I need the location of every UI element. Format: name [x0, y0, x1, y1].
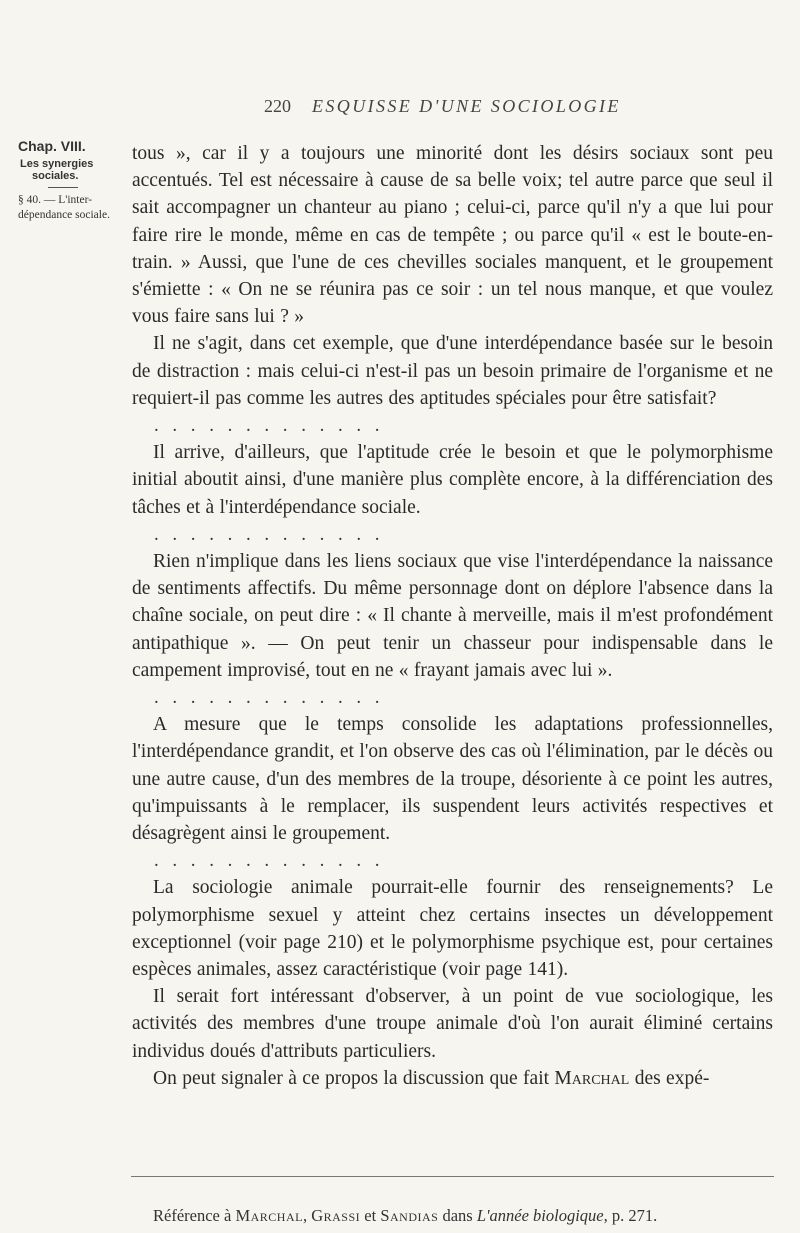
footnote-suffix: , p. 271. [603, 1206, 658, 1225]
footnote [153, 1206, 657, 1226]
margin-chapter: Chap. VIII. [18, 138, 86, 154]
footnote-author-2: Grassi [311, 1206, 361, 1225]
footnote-mid: dans [438, 1206, 477, 1225]
running-title: ESQUISSE D'UNE SOCIOLOGIE [312, 96, 621, 116]
footnote-prefix: Référence à [153, 1206, 236, 1225]
footnote-work-title: L'année biologique [476, 1206, 604, 1225]
ellipsis-row-4: . . . . . . . . . . . . . [154, 850, 384, 872]
paragraph-6: La sociologie animale pourrait-elle fournir des renseignements? Le polymorphisme sexuel y atteint chez certains insectes un développement exceptionnel (voir page 210) et le polymorphisme psychique est, pour certaines espèces animales, assez caractéristique (voir page 141). [132, 877, 773, 981]
page-number: 220 [264, 96, 291, 116]
page-header [0, 96, 800, 120]
paragraph-4: Rien n'implique dans les liens sociaux que vise l'interdépendance la naissance de sentiments affectifs. Du même personnage dont on déplore l'absence dans la chaîne sociale, on peut dire : « Il chante à merveille, mais il m'est profondément antipathique ». — On peut tenir un chasseur pour indispensable dans le campement improvisé, tout en ne « frayant jamais avec lui ». [132, 551, 773, 681]
paragraph-8 [132, 1065, 773, 1092]
footnote-author-3: Sandias [380, 1206, 439, 1225]
paragraph-7: Il serait fort intéressant d'observer, à un point de vue sociologique, les activités des membres d'une troupe animale d'où l'on aurait éliminé certains individus doués d'attributs particuliers. [132, 986, 773, 1062]
footnote-author-1: Marchal [235, 1206, 303, 1225]
margin-notes [18, 137, 118, 223]
ellipsis-row-3: . . . . . . . . . . . . . [154, 687, 384, 709]
margin-divider [48, 187, 78, 188]
footnote-sep-1: , [302, 1206, 312, 1225]
paragraph-2: Il ne s'agit, dans cet exemple, que d'une interdépendance basée sur le besoin de distraction : mais celui-ci n'est-il pas un besoin primaire de l'organisme et ne requiert-il pas comme les autres des aptitudes spéciales pour être satisfait? [132, 333, 773, 409]
body-text [132, 140, 773, 1092]
footnote-sep-2: et [360, 1206, 381, 1225]
footnote-rule [131, 1176, 774, 1177]
paragraph-5: A mesure que le temps consolide les adaptations professionnelles, l'interdépendance grandit, et l'on observe des cas où l'élimination, par le décès ou une autre cause, d'un des membres de la troupe, désoriente à ce point les autres, qu'impuissants à le remplacer, ils suspendent leurs activités respectives et désagrègent ainsi le groupement. [132, 714, 773, 845]
margin-section-line2: dépendance sociale. [18, 209, 110, 221]
margin-topic-line1: Les synergies [20, 158, 94, 170]
author-name: Marchal [554, 1067, 630, 1089]
paragraph-1: tous », car il y a toujours une minorité dont les désirs sociaux sont peu accentués. Tel est nécessaire à cause de sa belle voix; tel autre parce que seul il sait accompagner un chanteur au piano ; celui-ci, parce qu'il n'y a que lui pour faire rire le monde, même en cas de tempête ; ou parce qu'il « est le boute-en-train. » Aussi, que l'une de ces chevilles sociales manquent, et le groupement s'émiette : « On ne se réunira pas ce soir : un tel nous manque, et que voulez vous faire sans lui ? » [132, 143, 773, 328]
paragraph-8-end: des expé- [629, 1067, 710, 1089]
margin-topic-line2: sociales. [32, 170, 79, 182]
ellipsis-row-2: . . . . . . . . . . . . . [154, 523, 384, 545]
paragraph-8-start: On peut signaler à ce propos la discussion que fait [153, 1067, 555, 1089]
margin-section-line1: § 40. — L'inter- [18, 194, 93, 206]
paragraph-3: Il arrive, d'ailleurs, que l'aptitude crée le besoin et que le polymorphisme initial aboutit ainsi, d'une manière plus complète encore, à la différenciation des tâches et à l'interdépendance sociale. [132, 442, 773, 518]
ellipsis-row-1: . . . . . . . . . . . . . [154, 415, 384, 437]
